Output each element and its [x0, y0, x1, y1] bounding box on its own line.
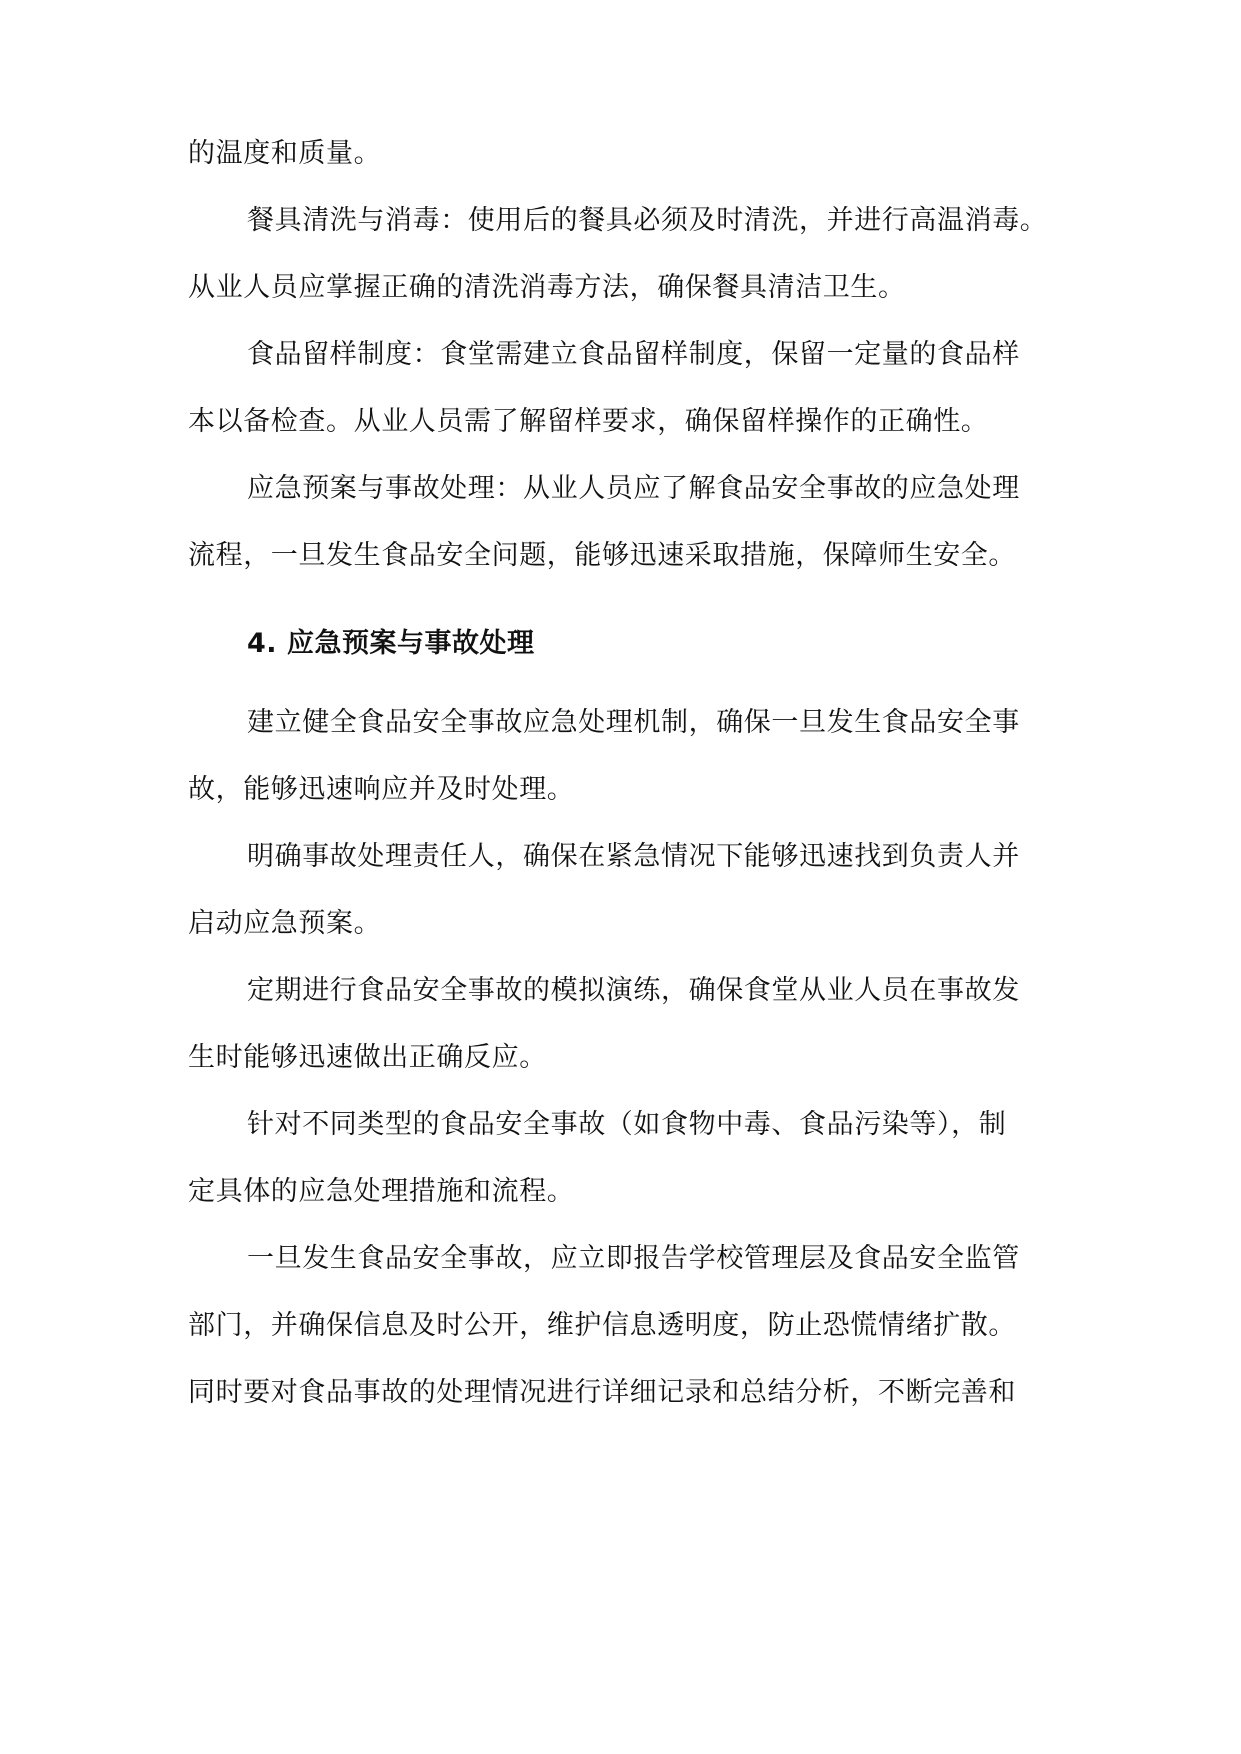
paragraph-line: 一旦发生食品安全事故，应立即报告学校管理层及食品安全监管 — [247, 1243, 1020, 1274]
paragraph-line: 应急预案与事故处理：从业人员应了解食品安全事故的应急处理 — [247, 473, 1020, 504]
paragraph-line: 生时能够迅速做出正确反应。 — [188, 1042, 547, 1073]
paragraph-line: 流程，一旦发生食品安全问题，能够迅速采取措施，保障师生安全。 — [188, 540, 1016, 571]
paragraph-line: 明确事故处理责任人，确保在紧急情况下能够迅速找到负责人并 — [247, 841, 1020, 872]
paragraph-line: 启动应急预案。 — [188, 908, 382, 939]
paragraph-line: 同时要对食品事故的处理情况进行详细记录和总结分析，不断完善和 — [188, 1377, 1016, 1408]
paragraph-line: 食品留样制度：食堂需建立食品留样制度，保留一定量的食品样 — [247, 339, 1020, 370]
paragraph-line: 定期进行食品安全事故的模拟演练，确保食堂从业人员在事故发 — [247, 975, 1020, 1006]
paragraph-line: 定具体的应急处理措施和流程。 — [188, 1176, 575, 1207]
paragraph-line: 建立健全食品安全事故应急处理机制，确保一旦发生食品安全事 — [247, 707, 1020, 738]
paragraph-line: 本以备检查。从业人员需了解留样要求，确保留样操作的正确性。 — [188, 406, 989, 437]
paragraph-line: 故，能够迅速响应并及时处理。 — [188, 774, 575, 805]
paragraph-line: 部门，并确保信息及时公开，维护信息透明度，防止恐慌情绪扩散。 — [188, 1310, 1016, 1341]
paragraph-line: 针对不同类型的食品安全事故（如食物中毒、食品污染等），制 — [247, 1109, 1007, 1140]
paragraph-line: 从业人员应掌握正确的清洗消毒方法，确保餐具清洁卫生。 — [188, 272, 906, 303]
paragraph-line: 的温度和质量。 — [188, 138, 382, 169]
paragraph-line: 餐具清洗与消毒：使用后的餐具必须及时清洗，并进行高温消毒。 — [247, 205, 1048, 236]
section-heading: 4. 应急预案与事故处理 — [247, 628, 535, 659]
